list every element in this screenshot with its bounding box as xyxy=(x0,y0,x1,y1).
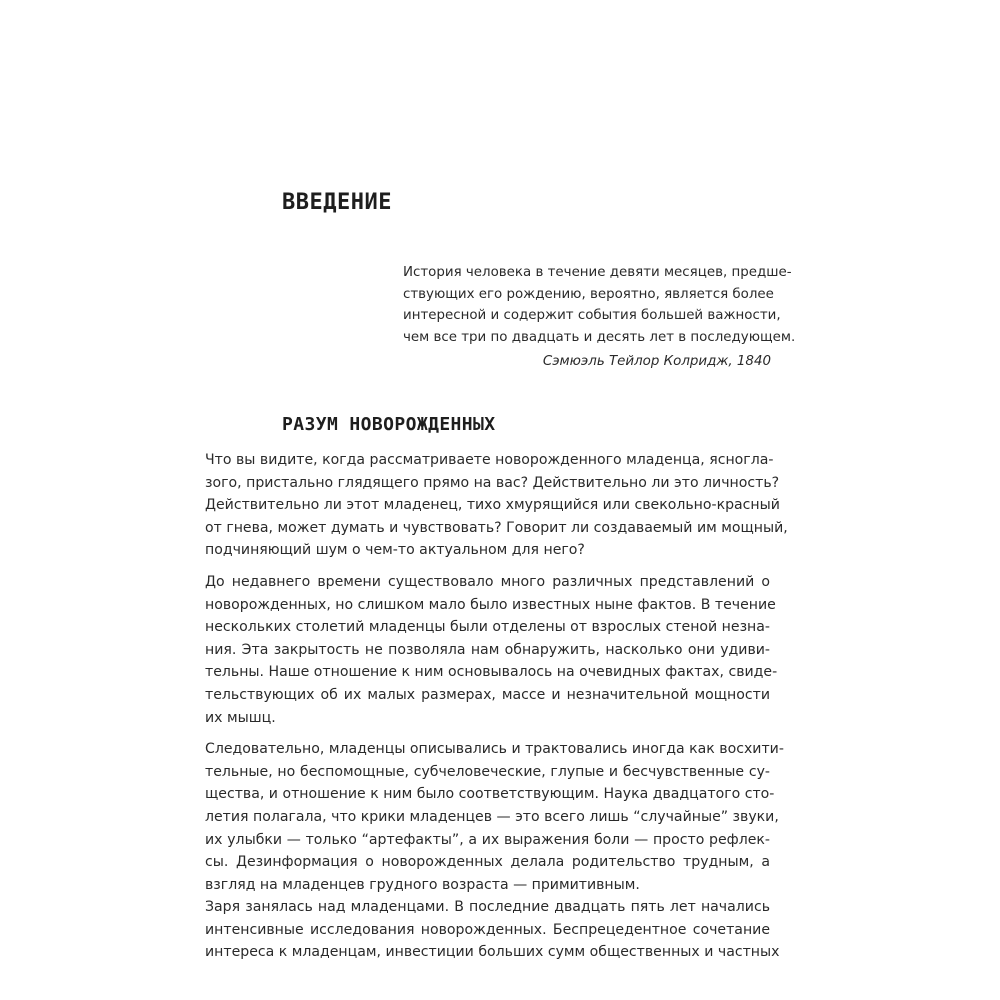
text-line: тельные, но беспомощные, субчеловеческие, глупые и бесчувственные су- xyxy=(205,763,770,780)
text-line: Следовательно, младенцы описывались и трактовались иногда как восхити- xyxy=(205,741,784,758)
text-line: Заря занялась над младенцами. В последние двадцать пять лет начались xyxy=(205,899,770,916)
text-line: Что вы видите, когда рассматриваете новорожденного младенца, ясногла- xyxy=(205,452,774,468)
epigraph xyxy=(403,262,796,373)
text-line: от гнева, может думать и чувствовать? Говорит ли создаваемый им мощный, xyxy=(205,519,788,536)
text-line: интенсивные исследования новорожденных. Беспрецедентное сочетание xyxy=(205,921,770,938)
text-line: их мышц. xyxy=(205,709,276,726)
text-line: нескольких столетий младенцы были отделены от взрослых стеной незна- xyxy=(205,619,770,636)
paragraph xyxy=(205,738,784,896)
text-line: подчиняющий шум о чем-то актуальном для него? xyxy=(205,542,585,559)
text-line: До недавнего времени существовало много различных представлений о xyxy=(205,573,770,590)
text-line: Действительно ли этот младенец, тихо хмурящийся или свекольно-красный xyxy=(205,497,780,514)
epigraph-line: интересной и содержит события большей важности, xyxy=(403,308,781,323)
text-line: взгляд на младенцев грудного возраста — примитивным. xyxy=(205,876,640,893)
chapter-title: ВВЕДЕНИЕ xyxy=(282,190,392,215)
text-line: новорожденных, но слишком мало было известных ныне фактов. В течение xyxy=(205,596,776,613)
paragraph xyxy=(205,896,780,964)
body-text xyxy=(205,449,788,964)
text-line: ния. Эта закрытость не позволяла нам обнаружить, насколько они удиви- xyxy=(205,641,770,658)
text-line: тельны. Наше отношение к ним основывалось на очевидных фактах, свиде- xyxy=(205,664,778,681)
paragraph xyxy=(205,571,778,729)
epigraph-line: чем все три по двадцать и десять лет в последующем. xyxy=(403,329,796,345)
text-line: зого, пристально глядящего прямо на вас? Действительно ли это личность? xyxy=(205,474,780,491)
epigraph-line: ствующих его рождению, вероятно, является более xyxy=(403,286,774,302)
text-line: их улыбки — только “артефакты”, а их выражения боли — просто рефлек- xyxy=(205,831,770,848)
text-line: щества, и отношение к ним было соответствующим. Наука двадцатого сто- xyxy=(205,786,775,803)
text-line: сы. Дезинформация о новорожденных делала родительство трудным, а xyxy=(205,854,770,871)
text-line: тельствующих об их малых размерах, массе и незначительной мощности xyxy=(205,686,770,703)
paragraph xyxy=(205,449,788,562)
epigraph-line: История человека в течение девяти месяцев, предше- xyxy=(403,265,792,280)
epigraph-attribution: Сэмюэль Тейлор Колридж, 1840 xyxy=(542,354,771,369)
text-line: летия полагала, что крики младенцев — это всего лишь “случайные” звуки, xyxy=(205,808,779,825)
section-title: РАЗУМ НОВОРОЖДЕННЫХ xyxy=(282,414,496,435)
text-line: интереса к младенцам, инвестиции больших сумм общественных и частных xyxy=(205,944,780,961)
